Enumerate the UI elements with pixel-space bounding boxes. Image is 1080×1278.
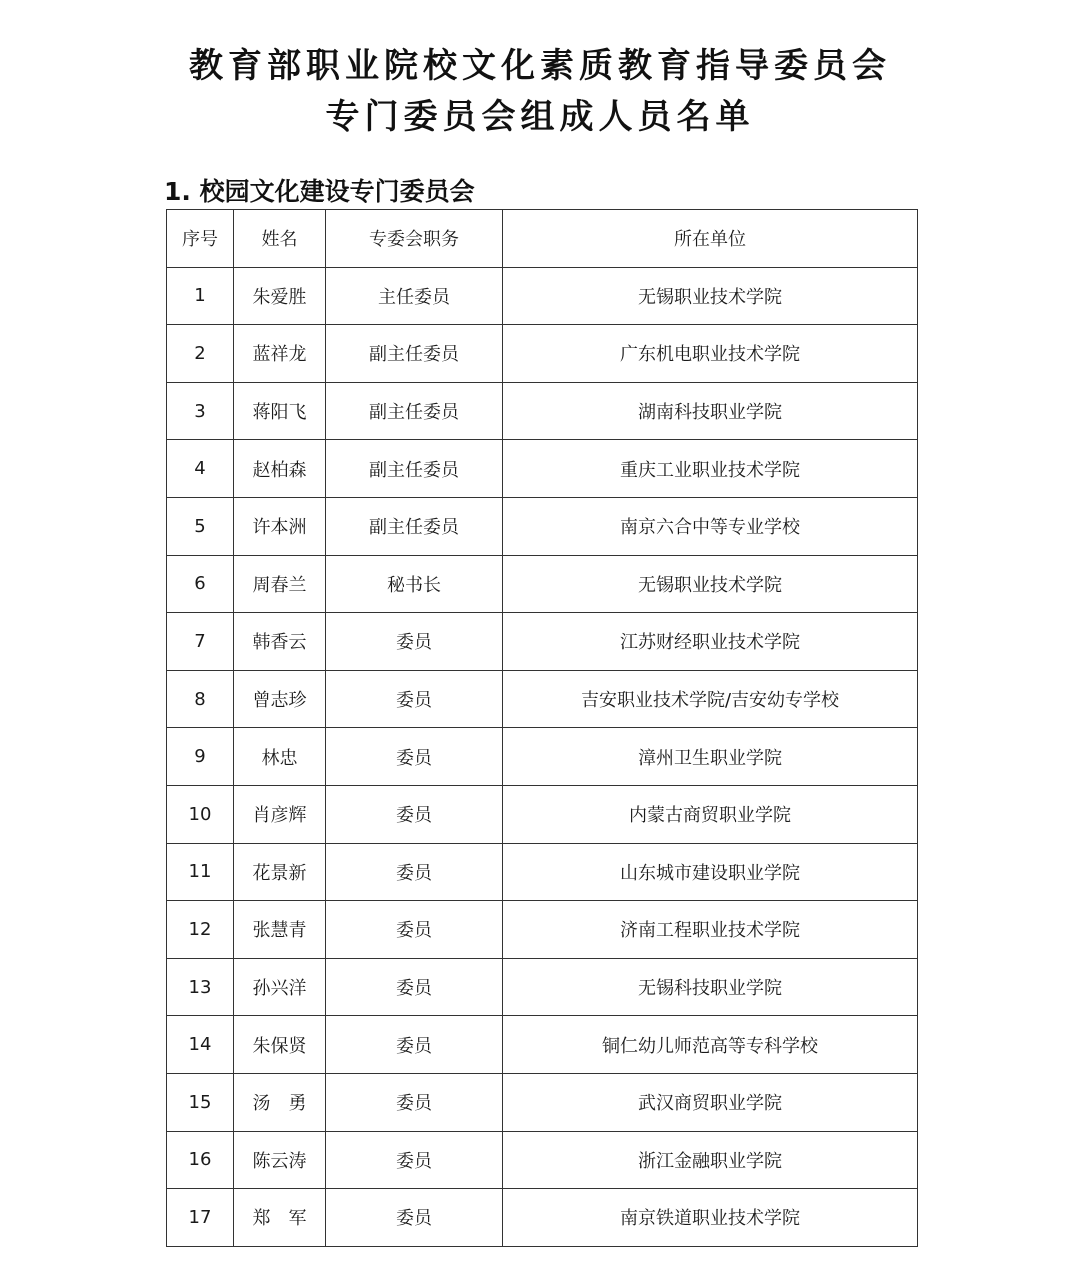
cell-no: 9	[167, 728, 234, 786]
cell-name: 孙兴洋	[234, 958, 326, 1016]
document-title-line-1: 教育部职业院校文化素质教育指导委员会	[189, 46, 891, 86]
cell-unit: 无锡职业技术学院	[503, 267, 918, 325]
cell-name: 郑 军	[234, 1189, 326, 1247]
cell-role: 副主任委员	[326, 325, 503, 383]
cell-no: 10	[167, 785, 234, 843]
cell-name: 蓝祥龙	[234, 325, 326, 383]
cell-name: 花景新	[234, 843, 326, 901]
cell-no: 13	[167, 958, 234, 1016]
header-no: 序号	[167, 210, 234, 268]
section-heading: 1. 校园文化建设专门委员会	[164, 177, 475, 206]
cell-unit: 重庆工业职业技术学院	[503, 440, 918, 498]
cell-role: 副主任委员	[326, 382, 503, 440]
cell-name: 朱保贤	[234, 1016, 326, 1074]
cell-role: 副主任委员	[326, 440, 503, 498]
cell-unit: 内蒙古商贸职业学院	[503, 785, 918, 843]
table-row	[167, 555, 918, 613]
cell-unit: 武汉商贸职业学院	[503, 1073, 918, 1131]
table-row	[167, 785, 918, 843]
cell-name: 许本洲	[234, 497, 326, 555]
cell-no: 11	[167, 843, 234, 901]
table-row	[167, 958, 918, 1016]
table-row	[167, 670, 918, 728]
cell-unit: 无锡科技职业学院	[503, 958, 918, 1016]
cell-role: 委员	[326, 1189, 503, 1247]
cell-role: 委员	[326, 670, 503, 728]
table-row	[167, 440, 918, 498]
cell-unit: 南京铁道职业技术学院	[503, 1189, 918, 1247]
cell-role: 副主任委员	[326, 497, 503, 555]
header-unit: 所在单位	[503, 210, 918, 268]
header-name: 姓名	[234, 210, 326, 268]
cell-no: 5	[167, 497, 234, 555]
cell-no: 6	[167, 555, 234, 613]
cell-role: 委员	[326, 1073, 503, 1131]
cell-no: 7	[167, 613, 234, 671]
cell-name: 韩香云	[234, 613, 326, 671]
table-row	[167, 1073, 918, 1131]
cell-no: 14	[167, 1016, 234, 1074]
cell-name: 蒋阳飞	[234, 382, 326, 440]
cell-role: 委员	[326, 785, 503, 843]
cell-role: 委员	[326, 843, 503, 901]
cell-unit: 铜仁幼儿师范高等专科学校	[503, 1016, 918, 1074]
table-row	[167, 1016, 918, 1074]
table-row	[167, 728, 918, 786]
cell-name: 陈云涛	[234, 1131, 326, 1189]
table-row	[167, 267, 918, 325]
cell-no: 4	[167, 440, 234, 498]
cell-role: 委员	[326, 728, 503, 786]
cell-unit: 济南工程职业技术学院	[503, 901, 918, 959]
cell-unit: 浙江金融职业学院	[503, 1131, 918, 1189]
cell-role: 委员	[326, 1131, 503, 1189]
table-row	[167, 325, 918, 383]
cell-no: 12	[167, 901, 234, 959]
cell-role: 委员	[326, 1016, 503, 1074]
cell-name: 周春兰	[234, 555, 326, 613]
table-row	[167, 1189, 918, 1247]
cell-name: 林忠	[234, 728, 326, 786]
cell-no: 8	[167, 670, 234, 728]
cell-unit: 无锡职业技术学院	[503, 555, 918, 613]
cell-name: 赵柏森	[234, 440, 326, 498]
cell-no: 2	[167, 325, 234, 383]
table-row	[167, 901, 918, 959]
cell-name: 曾志珍	[234, 670, 326, 728]
cell-role: 委员	[326, 901, 503, 959]
committee-member-table	[166, 209, 918, 1247]
table-row	[167, 382, 918, 440]
cell-no: 1	[167, 267, 234, 325]
cell-unit: 山东城市建设职业学院	[503, 843, 918, 901]
cell-unit: 江苏财经职业技术学院	[503, 613, 918, 671]
cell-unit: 广东机电职业技术学院	[503, 325, 918, 383]
cell-no: 15	[167, 1073, 234, 1131]
cell-name: 汤 勇	[234, 1073, 326, 1131]
cell-role: 委员	[326, 613, 503, 671]
cell-no: 3	[167, 382, 234, 440]
table-row	[167, 497, 918, 555]
cell-unit: 漳州卫生职业学院	[503, 728, 918, 786]
cell-no: 17	[167, 1189, 234, 1247]
cell-role: 主任委员	[326, 267, 503, 325]
cell-name: 张慧青	[234, 901, 326, 959]
cell-no: 16	[167, 1131, 234, 1189]
cell-role: 委员	[326, 958, 503, 1016]
cell-name: 肖彦辉	[234, 785, 326, 843]
document-title-line-2: 专门委员会组成人员名单	[325, 97, 755, 137]
cell-unit: 南京六合中等专业学校	[503, 497, 918, 555]
cell-unit: 吉安职业技术学院/吉安幼专学校	[503, 670, 918, 728]
header-role: 专委会职务	[326, 210, 503, 268]
table-row	[167, 843, 918, 901]
table-header-row	[167, 210, 918, 268]
cell-unit: 湖南科技职业学院	[503, 382, 918, 440]
cell-name: 朱爱胜	[234, 267, 326, 325]
table-row	[167, 1131, 918, 1189]
cell-role: 秘书长	[326, 555, 503, 613]
table-row	[167, 613, 918, 671]
